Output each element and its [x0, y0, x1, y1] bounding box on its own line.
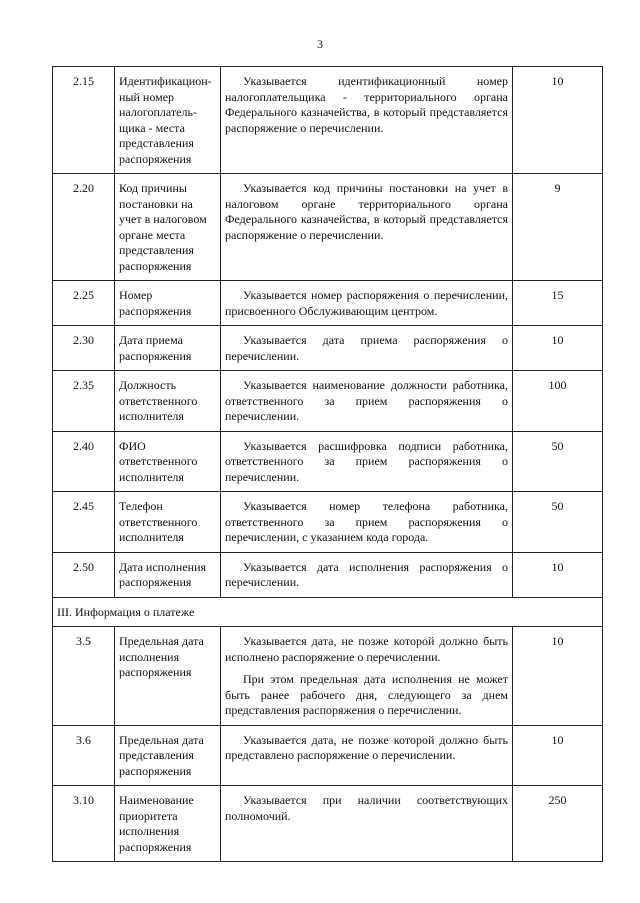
- field-length: 100: [513, 371, 603, 432]
- field-name: Телефон ответственного исполнителя: [115, 492, 221, 553]
- field-length: 10: [513, 725, 603, 786]
- field-name: Идентификацион-ный номер налогоплатель-щика - места представления распоряжения: [115, 67, 221, 174]
- field-name: Предельная дата представления распоряжения: [115, 725, 221, 786]
- description-paragraph: Указывается код причины постановки на учет в налоговом органе территориального органа Федерального казначейства, в который представляется распоряжение о перечислении.: [225, 181, 508, 242]
- field-code: 2.50: [53, 552, 115, 597]
- field-code: 3.10: [53, 786, 115, 862]
- field-code: 2.20: [53, 174, 115, 281]
- field-description: [221, 492, 513, 553]
- field-name: Дата приема распоряжения: [115, 326, 221, 371]
- field-length: 50: [513, 431, 603, 492]
- field-code: 2.30: [53, 326, 115, 371]
- field-description: [221, 725, 513, 786]
- field-description: [221, 552, 513, 597]
- field-code: 2.25: [53, 281, 115, 326]
- section-title: III. Информация о платеже: [53, 597, 603, 627]
- table-row: [53, 371, 603, 432]
- requisites-table: [52, 66, 603, 862]
- table-row: [53, 492, 603, 553]
- field-description: [221, 174, 513, 281]
- description-paragraph: Указывается идентификационный номер налогоплательщика - территориального органа Федерального казначейства, в который представляется распоряжение о перечислении.: [225, 74, 508, 135]
- field-description: [221, 281, 513, 326]
- table-row: [53, 725, 603, 786]
- field-name: Номер распоряжения: [115, 281, 221, 326]
- description-paragraph: Указывается номер телефона работника, ответственного за прием распоряжения о перечислении, с указанием кода города.: [225, 499, 508, 544]
- field-code: 2.35: [53, 371, 115, 432]
- description-paragraph: При этом предельная дата исполнения не может быть ранее рабочего дня, следующего за днем представления распоряжения о перечислении.: [225, 672, 508, 717]
- field-description: [221, 67, 513, 174]
- field-length: 10: [513, 67, 603, 174]
- field-name: ФИО ответственного исполнителя: [115, 431, 221, 492]
- field-name: Код причины постановки на учет в налоговом органе места представления распоряжения: [115, 174, 221, 281]
- table-row: [53, 431, 603, 492]
- table-row: [53, 786, 603, 862]
- table-row: [53, 67, 603, 174]
- field-name: Наименование приоритета исполнения распоряжения: [115, 786, 221, 862]
- table-row: [53, 281, 603, 326]
- table-row: [53, 174, 603, 281]
- field-code: 2.15: [53, 67, 115, 174]
- field-description: [221, 627, 513, 726]
- description-paragraph: Указывается при наличии соответствующих полномочий.: [225, 793, 508, 823]
- description-paragraph: Указывается расшифровка подписи работника, ответственного за прием распоряжения о перечислении.: [225, 438, 508, 484]
- field-length: 250: [513, 786, 603, 862]
- description-paragraph: Указывается дата приема распоряжения о перечислении.: [225, 333, 508, 363]
- field-length: 15: [513, 281, 603, 326]
- section-row: [53, 597, 603, 627]
- field-length: 10: [513, 627, 603, 726]
- field-name: Должность ответственного исполнителя: [115, 371, 221, 432]
- description-paragraph: Указывается наименование должности работника, ответственного за прием распоряжения о перечислении.: [225, 378, 508, 423]
- field-description: [221, 371, 513, 432]
- field-length: 9: [513, 174, 603, 281]
- field-code: 2.40: [53, 431, 115, 492]
- table-row: [53, 326, 603, 371]
- field-description: [221, 431, 513, 492]
- table-row: [53, 552, 603, 597]
- field-name: Дата исполнения распоряжения: [115, 552, 221, 597]
- description-paragraph: Указывается дата, не позже которой должно быть представлено распоряжение о перечислении.: [225, 732, 508, 762]
- table-row: [53, 627, 603, 726]
- field-code: 3.5: [53, 627, 115, 726]
- field-length: 10: [513, 326, 603, 371]
- field-code: 2.45: [53, 492, 115, 553]
- field-length: 50: [513, 492, 603, 553]
- field-code: 3.6: [53, 725, 115, 786]
- field-description: [221, 326, 513, 371]
- description-paragraph: Указывается дата, не позже которой должно быть исполнено распоряжение о перечислении.: [225, 634, 508, 664]
- description-paragraph: Указывается дата исполнения распоряжения о перечислении.: [225, 559, 508, 589]
- requisites-table-body: [53, 67, 603, 862]
- description-paragraph: Указывается номер распоряжения о перечислении, присвоенного Обслуживающим центром.: [225, 288, 508, 318]
- field-length: 10: [513, 552, 603, 597]
- field-name: Предельная дата исполнения распоряжения: [115, 627, 221, 726]
- page-number: 3: [317, 37, 323, 51]
- field-description: [221, 786, 513, 862]
